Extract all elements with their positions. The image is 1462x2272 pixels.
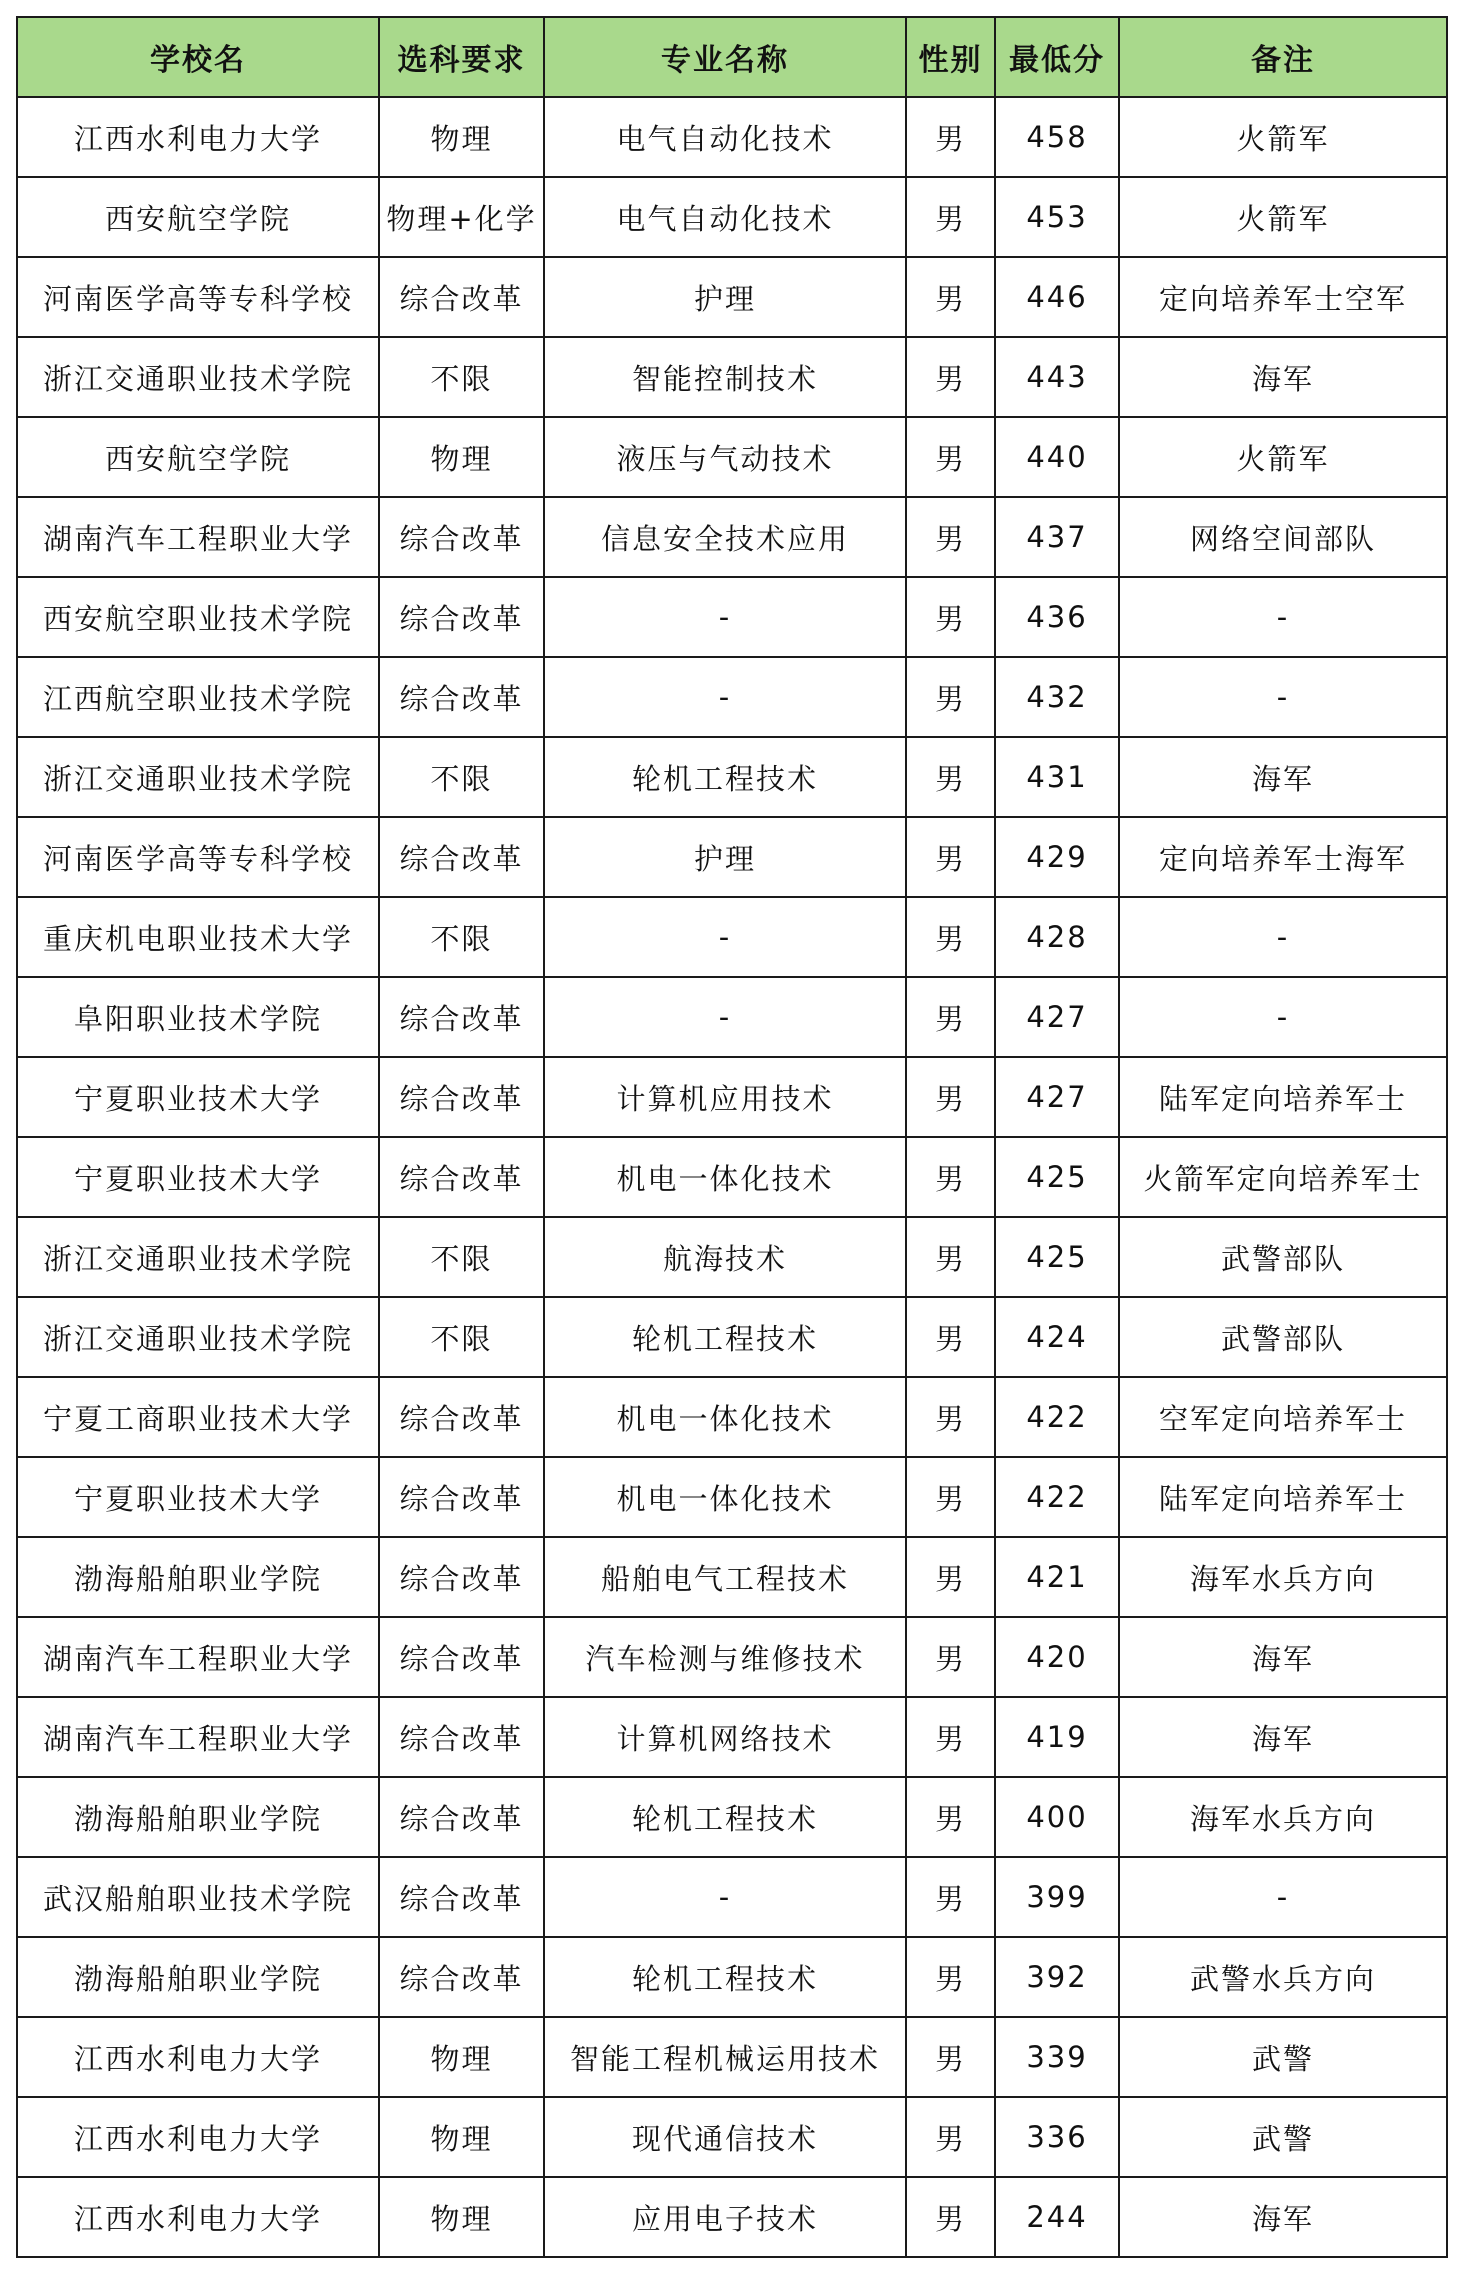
- cell-min-score: 392: [995, 1937, 1119, 2017]
- cell-gender: 男: [906, 2177, 995, 2257]
- cell-gender: 男: [906, 577, 995, 657]
- cell-gender: 男: [906, 1697, 995, 1777]
- cell-note: 火箭军: [1119, 417, 1447, 497]
- cell-gender: 男: [906, 1857, 995, 1937]
- cell-note: 空军定向培养军士: [1119, 1377, 1447, 1457]
- cell-school: 西安航空职业技术学院: [17, 577, 379, 657]
- cell-major: -: [544, 897, 906, 977]
- table-row: [17, 577, 1447, 657]
- cell-gender: 男: [906, 1297, 995, 1377]
- cell-major: 航海技术: [544, 1217, 906, 1297]
- cell-subject-requirement: 综合改革: [379, 1537, 544, 1617]
- cell-subject-requirement: 综合改革: [379, 1457, 544, 1537]
- table-row: [17, 257, 1447, 337]
- cell-subject-requirement: 综合改革: [379, 1697, 544, 1777]
- cell-major: 智能控制技术: [544, 337, 906, 417]
- cell-min-score: 399: [995, 1857, 1119, 1937]
- cell-min-score: 437: [995, 497, 1119, 577]
- cell-gender: 男: [906, 1377, 995, 1457]
- cell-subject-requirement: 物理: [379, 417, 544, 497]
- cell-school: 渤海船舶职业学院: [17, 1937, 379, 2017]
- admission-score-table: [16, 16, 1448, 2258]
- table-row: [17, 1457, 1447, 1537]
- cell-subject-requirement: 综合改革: [379, 657, 544, 737]
- cell-gender: 男: [906, 1537, 995, 1617]
- cell-school: 河南医学高等专科学校: [17, 257, 379, 337]
- cell-subject-requirement: 综合改革: [379, 977, 544, 1057]
- cell-major: -: [544, 657, 906, 737]
- cell-note: 定向培养军士空军: [1119, 257, 1447, 337]
- header-subject-requirement: 选科要求: [379, 17, 544, 97]
- cell-school: 宁夏工商职业技术大学: [17, 1377, 379, 1457]
- cell-gender: 男: [906, 977, 995, 1057]
- cell-major: 护理: [544, 817, 906, 897]
- cell-min-score: 425: [995, 1217, 1119, 1297]
- cell-note: 网络空间部队: [1119, 497, 1447, 577]
- cell-school: 渤海船舶职业学院: [17, 1777, 379, 1857]
- cell-gender: 男: [906, 97, 995, 177]
- cell-note: 陆军定向培养军士: [1119, 1457, 1447, 1537]
- cell-school: 重庆机电职业技术大学: [17, 897, 379, 977]
- cell-major: 现代通信技术: [544, 2097, 906, 2177]
- cell-subject-requirement: 综合改革: [379, 577, 544, 657]
- cell-school: 武汉船舶职业技术学院: [17, 1857, 379, 1937]
- cell-min-score: 427: [995, 1057, 1119, 1137]
- cell-school: 浙江交通职业技术学院: [17, 1217, 379, 1297]
- cell-note: 武警: [1119, 2097, 1447, 2177]
- table-row: [17, 897, 1447, 977]
- cell-note: 火箭军定向培养军士: [1119, 1137, 1447, 1217]
- cell-min-score: 244: [995, 2177, 1119, 2257]
- cell-subject-requirement: 不限: [379, 737, 544, 817]
- cell-gender: 男: [906, 897, 995, 977]
- cell-note: 火箭军: [1119, 97, 1447, 177]
- cell-major: 机电一体化技术: [544, 1377, 906, 1457]
- cell-school: 渤海船舶职业学院: [17, 1537, 379, 1617]
- cell-school: 湖南汽车工程职业大学: [17, 1617, 379, 1697]
- table-row: [17, 1377, 1447, 1457]
- cell-gender: 男: [906, 817, 995, 897]
- cell-major: 汽车检测与维修技术: [544, 1617, 906, 1697]
- cell-gender: 男: [906, 1617, 995, 1697]
- cell-min-score: 429: [995, 817, 1119, 897]
- header-major: 专业名称: [544, 17, 906, 97]
- cell-min-score: 431: [995, 737, 1119, 817]
- cell-min-score: 446: [995, 257, 1119, 337]
- cell-min-score: 400: [995, 1777, 1119, 1857]
- table-row: [17, 177, 1447, 257]
- cell-subject-requirement: 综合改革: [379, 1857, 544, 1937]
- cell-min-score: 458: [995, 97, 1119, 177]
- cell-subject-requirement: 物理: [379, 2017, 544, 2097]
- cell-subject-requirement: 综合改革: [379, 1137, 544, 1217]
- cell-gender: 男: [906, 1937, 995, 2017]
- cell-min-score: 436: [995, 577, 1119, 657]
- cell-min-score: 440: [995, 417, 1119, 497]
- cell-min-score: 443: [995, 337, 1119, 417]
- cell-note: -: [1119, 577, 1447, 657]
- header-gender: 性别: [906, 17, 995, 97]
- cell-major: 液压与气动技术: [544, 417, 906, 497]
- cell-major: 计算机应用技术: [544, 1057, 906, 1137]
- table-row: [17, 2097, 1447, 2177]
- cell-note: 海军水兵方向: [1119, 1537, 1447, 1617]
- cell-note: 定向培养军士海军: [1119, 817, 1447, 897]
- cell-subject-requirement: 综合改革: [379, 817, 544, 897]
- table-row: [17, 1697, 1447, 1777]
- cell-note: 武警水兵方向: [1119, 1937, 1447, 2017]
- cell-subject-requirement: 不限: [379, 1217, 544, 1297]
- table-row: [17, 977, 1447, 1057]
- cell-major: 机电一体化技术: [544, 1457, 906, 1537]
- cell-school: 西安航空学院: [17, 177, 379, 257]
- cell-note: 武警部队: [1119, 1297, 1447, 1377]
- table-row: [17, 2017, 1447, 2097]
- cell-school: 湖南汽车工程职业大学: [17, 497, 379, 577]
- table-row: [17, 337, 1447, 417]
- cell-major: -: [544, 977, 906, 1057]
- cell-min-score: 424: [995, 1297, 1119, 1377]
- table-row: [17, 1537, 1447, 1617]
- cell-min-score: 419: [995, 1697, 1119, 1777]
- cell-min-score: 432: [995, 657, 1119, 737]
- cell-gender: 男: [906, 2017, 995, 2097]
- cell-gender: 男: [906, 257, 995, 337]
- cell-gender: 男: [906, 417, 995, 497]
- table-row: [17, 1137, 1447, 1217]
- cell-subject-requirement: 综合改革: [379, 1777, 544, 1857]
- cell-note: 海军水兵方向: [1119, 1777, 1447, 1857]
- cell-gender: 男: [906, 737, 995, 817]
- cell-gender: 男: [906, 1137, 995, 1217]
- cell-major: 护理: [544, 257, 906, 337]
- cell-note: 海军: [1119, 337, 1447, 417]
- cell-major: 智能工程机械运用技术: [544, 2017, 906, 2097]
- cell-subject-requirement: 综合改革: [379, 1937, 544, 2017]
- cell-min-score: 453: [995, 177, 1119, 257]
- cell-school: 江西航空职业技术学院: [17, 657, 379, 737]
- cell-subject-requirement: 物理: [379, 97, 544, 177]
- cell-subject-requirement: 综合改革: [379, 497, 544, 577]
- cell-school: 河南医学高等专科学校: [17, 817, 379, 897]
- table-row: [17, 1617, 1447, 1697]
- cell-major: 轮机工程技术: [544, 737, 906, 817]
- table-row: [17, 1297, 1447, 1377]
- cell-gender: 男: [906, 1057, 995, 1137]
- cell-major: 轮机工程技术: [544, 1297, 906, 1377]
- cell-note: 海军: [1119, 2177, 1447, 2257]
- cell-subject-requirement: 不限: [379, 897, 544, 977]
- cell-major: 应用电子技术: [544, 2177, 906, 2257]
- table-row: [17, 817, 1447, 897]
- table-row: [17, 1777, 1447, 1857]
- cell-school: 江西水利电力大学: [17, 2177, 379, 2257]
- cell-school: 湖南汽车工程职业大学: [17, 1697, 379, 1777]
- header-row: [17, 17, 1447, 97]
- cell-gender: 男: [906, 177, 995, 257]
- cell-note: 武警部队: [1119, 1217, 1447, 1297]
- cell-major: 轮机工程技术: [544, 1937, 906, 2017]
- cell-gender: 男: [906, 497, 995, 577]
- cell-school: 宁夏职业技术大学: [17, 1457, 379, 1537]
- header-min-score: 最低分: [995, 17, 1119, 97]
- table-row: [17, 497, 1447, 577]
- cell-major: 电气自动化技术: [544, 97, 906, 177]
- cell-min-score: 428: [995, 897, 1119, 977]
- cell-gender: 男: [906, 1777, 995, 1857]
- cell-major: -: [544, 577, 906, 657]
- cell-school: 浙江交通职业技术学院: [17, 1297, 379, 1377]
- cell-gender: 男: [906, 337, 995, 417]
- cell-subject-requirement: 物理: [379, 2177, 544, 2257]
- cell-school: 浙江交通职业技术学院: [17, 737, 379, 817]
- cell-min-score: 422: [995, 1457, 1119, 1537]
- cell-subject-requirement: 物理+化学: [379, 177, 544, 257]
- cell-min-score: 336: [995, 2097, 1119, 2177]
- table-row: [17, 1937, 1447, 2017]
- table-row: [17, 1057, 1447, 1137]
- cell-note: 武警: [1119, 2017, 1447, 2097]
- cell-school: 江西水利电力大学: [17, 2097, 379, 2177]
- cell-gender: 男: [906, 1457, 995, 1537]
- cell-note: -: [1119, 1857, 1447, 1937]
- cell-major: 轮机工程技术: [544, 1777, 906, 1857]
- cell-gender: 男: [906, 1217, 995, 1297]
- cell-subject-requirement: 物理: [379, 2097, 544, 2177]
- table-row: [17, 2177, 1447, 2257]
- cell-min-score: 420: [995, 1617, 1119, 1697]
- cell-min-score: 425: [995, 1137, 1119, 1217]
- cell-school: 浙江交通职业技术学院: [17, 337, 379, 417]
- cell-min-score: 339: [995, 2017, 1119, 2097]
- cell-subject-requirement: 不限: [379, 337, 544, 417]
- cell-gender: 男: [906, 2097, 995, 2177]
- cell-min-score: 427: [995, 977, 1119, 1057]
- cell-gender: 男: [906, 657, 995, 737]
- table-row: [17, 657, 1447, 737]
- cell-subject-requirement: 综合改革: [379, 1617, 544, 1697]
- cell-school: 阜阳职业技术学院: [17, 977, 379, 1057]
- header-note: 备注: [1119, 17, 1447, 97]
- cell-school: 宁夏职业技术大学: [17, 1057, 379, 1137]
- cell-school: 西安航空学院: [17, 417, 379, 497]
- cell-school: 江西水利电力大学: [17, 2017, 379, 2097]
- cell-major: 信息安全技术应用: [544, 497, 906, 577]
- cell-major: -: [544, 1857, 906, 1937]
- cell-subject-requirement: 不限: [379, 1297, 544, 1377]
- cell-subject-requirement: 综合改革: [379, 257, 544, 337]
- table-row: [17, 417, 1447, 497]
- cell-note: 海军: [1119, 1697, 1447, 1777]
- cell-note: -: [1119, 657, 1447, 737]
- cell-note: -: [1119, 977, 1447, 1057]
- cell-subject-requirement: 综合改革: [379, 1057, 544, 1137]
- header-school: 学校名: [17, 17, 379, 97]
- cell-major: 船舶电气工程技术: [544, 1537, 906, 1617]
- cell-note: 陆军定向培养军士: [1119, 1057, 1447, 1137]
- cell-subject-requirement: 综合改革: [379, 1377, 544, 1457]
- table-body: [17, 97, 1447, 2257]
- table-row: [17, 737, 1447, 817]
- cell-note: 火箭军: [1119, 177, 1447, 257]
- admission-table-container: [16, 16, 1446, 2258]
- cell-note: 海军: [1119, 1617, 1447, 1697]
- cell-note: 海军: [1119, 737, 1447, 817]
- cell-min-score: 421: [995, 1537, 1119, 1617]
- cell-min-score: 422: [995, 1377, 1119, 1457]
- table-row: [17, 1217, 1447, 1297]
- cell-major: 计算机网络技术: [544, 1697, 906, 1777]
- table-row: [17, 97, 1447, 177]
- cell-school: 宁夏职业技术大学: [17, 1137, 379, 1217]
- cell-major: 机电一体化技术: [544, 1137, 906, 1217]
- cell-major: 电气自动化技术: [544, 177, 906, 257]
- table-row: [17, 1857, 1447, 1937]
- cell-note: -: [1119, 897, 1447, 977]
- cell-school: 江西水利电力大学: [17, 97, 379, 177]
